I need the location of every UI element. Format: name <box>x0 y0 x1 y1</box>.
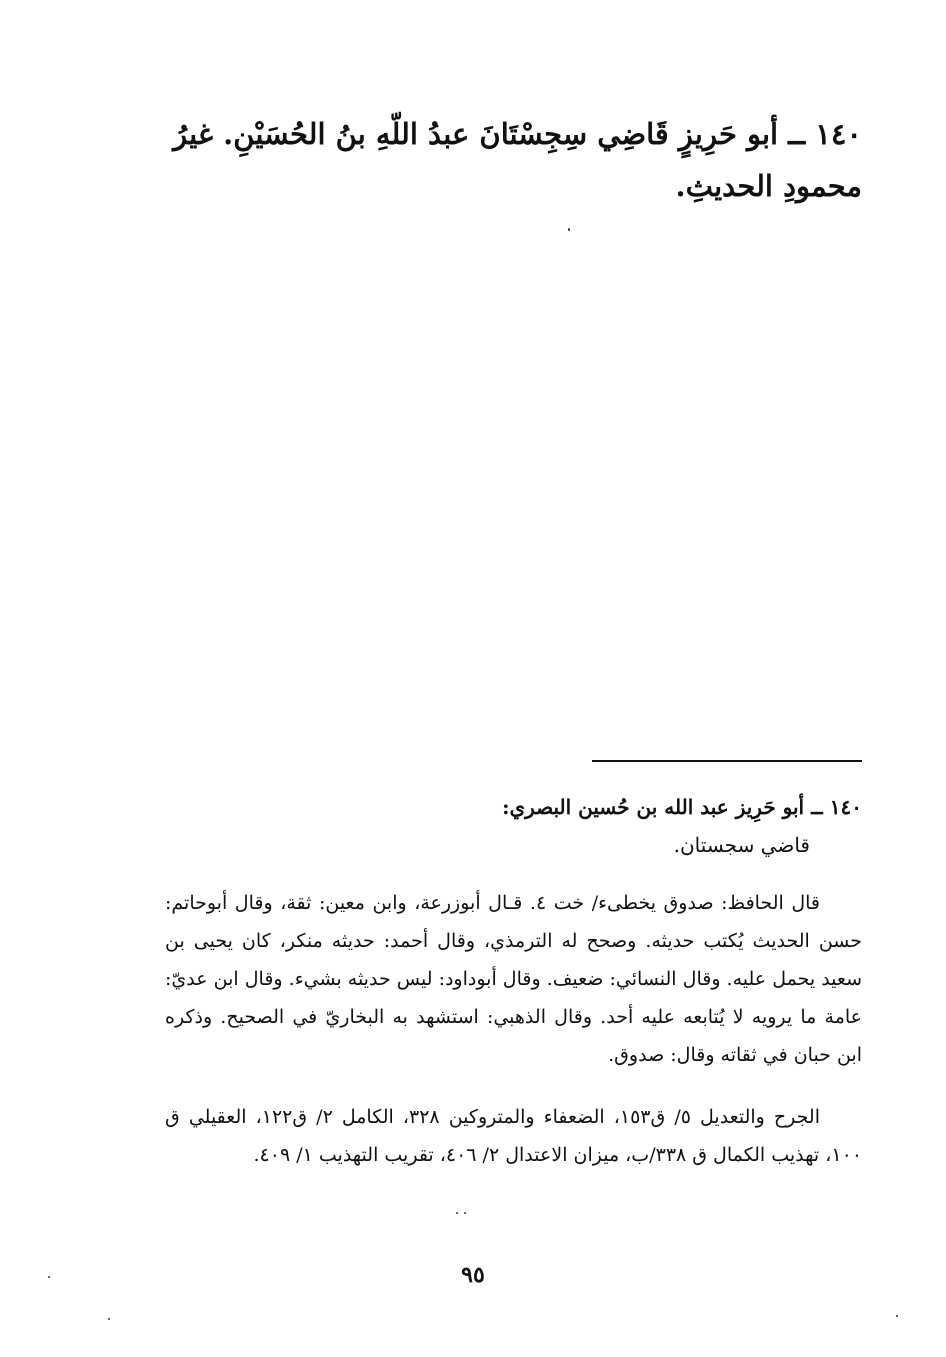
footnote-subline: قاضي سجستان. <box>673 833 810 857</box>
scan-speck <box>568 228 570 231</box>
main-entry-text: ١٤٠ ــ أبو حَرِيزٍ قَاضِي سِجِسْتَانَ عبدُ اللّهِ بنُ الحُسَيْنِ. غيرُ محمودِ الحديثِ. <box>173 117 862 203</box>
footnote-references-paragraph: الجرح والتعديل ٥/ ق١٥٣، الضعفاء والمتروكين ٣٢٨، الكامل ٢/ ق١٢٢، العقيلي ق ١٠٠، تهذيب الكمال ق ٣٣٨/ب، ميزان الاعتدال ٢/ ٤٠٦، تقريب التهذيب ١/ ٤٠٩. <box>165 1106 862 1166</box>
scan-speck <box>456 1212 458 1214</box>
footnote-heading: ١٤٠ ــ أبو حَرِيز عبد الله بن حُسين البصري: <box>502 795 862 819</box>
footnote-separator-rule <box>592 760 862 762</box>
scan-speck <box>464 1212 466 1214</box>
scan-speck <box>108 1318 110 1320</box>
page-number: ٩٥ <box>461 1262 485 1288</box>
scan-speck <box>48 1276 50 1278</box>
scan-speck <box>896 1315 898 1317</box>
footnote-body-paragraph: قال الحافظ: صدوق يخطىء/ خت ٤. قـال أبوزرعة، وابن معين: ثقة، وقال أبوحاتم: حسن الحديث يُكتب حديثه. وصحح له الترمذي، وقال أحمد: حديثه منكر، كان يحيى بن سعيد يحمل عليه. وقال النسائي: ضعيف. وقال أبوداود: ليس حديثه بشيء. وقال ابن عديّ: عامة ما يرويه لا يُتابعه عليه أحد. وقال الذهبي: استشهد به البخاريّ في الصحيح. وذكره ابن حبان في ثقاته وقال: صدوق. <box>165 892 862 1066</box>
